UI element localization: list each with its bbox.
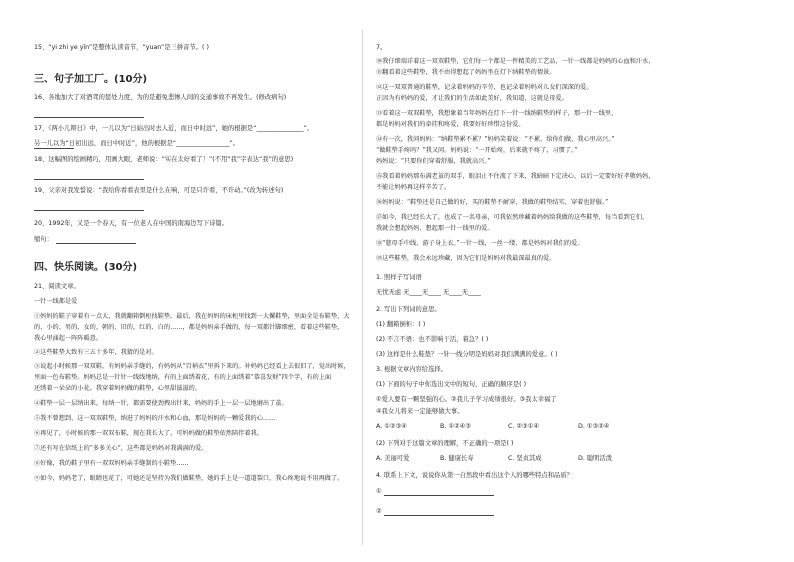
answer-line-4-2[interactable] [384, 515, 494, 516]
reading-question-1: 1. 照样子写词语 [376, 274, 422, 281]
article-para-4: ④鞋垫一层一层纳出来，每纳一针，都需要使劲拽出针来，妈妈的手上一层一层地磨出了茧。 [34, 400, 288, 407]
article-para-11: ⑪翻看着这些鞋垫，我不由得想起了妈妈坐在灯下纳鞋垫的情景。 [376, 69, 556, 76]
article-para-1-end: 我心里涌起一阵阵暖意。 [34, 335, 103, 342]
article-para-15-cont: 不能让妈妈再这样辛苦了。 [376, 184, 451, 191]
article-para-17: ⑰如今，我已经长大了，也成了一名母亲，可我依然珍藏着妈妈给我做的这些鞋垫，每当看到它们， [376, 214, 649, 221]
article-para-7: ⑦还有写在信纸上的“多多关心”，这些都是妈妈对我满满的爱。 [34, 445, 208, 452]
question-20: 20、1992年，又是一个春天，有一位老人在中国的南海边写下诗篇。 [34, 220, 229, 227]
reading-question-1-example: 无忧无虑 无____无____ 无____无____ [376, 289, 481, 296]
option2-b[interactable]: B. 健康长寿 [440, 455, 474, 462]
article-para-1: ①妈妈的鞋子穿着有一点大，我就翻箱倒柜找鞋垫。最后，我在妈妈的床柜里找到一大摞鞋垫，里面全是布鞋垫，大 [34, 313, 350, 320]
article-para-3-cont: 里面一色布鞋垫。妈妈总是一针针一线线地纳，有的上面绣着花，有的上面绣着“恭喜发财”四个字，有的上面 [34, 374, 332, 381]
reading-question-3: 3. 根据文章内容给选择。 [376, 366, 447, 373]
question-20-shrink-label: 缩句： [34, 236, 53, 243]
article-para-16: ⑯妈妈说：“鞋垫还是自己做的好，买的鞋垫不耐穿，我做的鞋垫结实，穿着也舒服。” [376, 199, 609, 206]
article-para-14-end: 妈妈说：“只要你们穿着舒服，我就高兴。” [376, 158, 491, 165]
article-title: 一针一线都是爱 [34, 298, 78, 305]
reading-question-2-item-1: (1) 翻箱倒柜：( ) [376, 321, 426, 328]
answer-line-16[interactable] [34, 117, 144, 118]
article-para-5: ⑤我不曾想到，这一双双鞋垫，纳进了妈妈的汗水和心血，那是妈妈的一颗爱我的心…… [34, 415, 276, 422]
article-para-13: ⑬看着这一双双鞋垫，我想象着当年妈妈在灯下一针一线纳鞋垫的样子，那一针一线里， [376, 110, 618, 117]
article-para-1-cont: 的、小的、男的、女的、朝的、旧的，红的、白的……，都是妈妈亲手做的，每一双都针脚细密，看着这些鞋垫， [34, 324, 344, 331]
article-para-2: ②这些鞋垫大致有三五十多年，我猜的是对。 [34, 349, 158, 356]
article-para-8: ⑧好像，我的鞋子里有一双双妈妈亲手缝制的小鞋垫…… [34, 460, 189, 467]
article-para-14-cont: “做鞋垫手疼吗？”我又问。妈妈说：“一开始疼，后来就不疼了，习惯了。” [376, 147, 578, 154]
question-16: 16、各地加大了对酒驾的惩处力度，为的是避免悲惨人间的交通事故不再发生。(修改病句) [34, 94, 287, 101]
option-a[interactable]: A. ①②③④ [376, 423, 407, 430]
page-continuation-mark: 7。 [376, 44, 387, 51]
question-18: 18、这幅图的绘画精巧，用画大眼，老师说：“实在太好看了！”(不用“我”字表达“我”的意思) [34, 156, 294, 163]
article-para-3: ③说起小时候那一双双鞋，有妈妈亲手缝的，有妈妈从“百衲衣”里拆下来的。补妈妈已经看上去很旧了，觉出时候， [34, 363, 350, 370]
article-para-13-cont: 都是妈妈对我们的牵挂和疼爱，我要好好珍惜这份爱。 [376, 121, 525, 128]
question-15: 15、“yi zhi ye yīn”是整体认读音节，“yuan”是三拼音节。( ) [34, 44, 209, 51]
question-17-second: 另一儿以为“日初出远，而日中时近”，他的根据是“_________________”。 [34, 140, 240, 147]
option-c[interactable]: C. ②③①④ [508, 423, 539, 430]
article-para-12: ⑫这一双双普通的鞋垫，记录着妈妈的辛劳，也记录着妈妈对儿女们深深的爱。 [376, 84, 593, 91]
reading-question-3-sentence-4: ④我女儿将来一定能够做大事。 [376, 408, 464, 415]
option2-c[interactable]: C. 坚贞其成 [508, 455, 542, 462]
article-para-10: ⑩我仔细端详着这一双双鞋垫，它们每一个都是一件精美的工艺品，一针一线都是妈妈的心血和汗水， [376, 58, 655, 65]
answer-marker-2: ② [376, 508, 382, 515]
reading-question-2-item-3: (3) 这样是什么鞋垫？一针一线分明是妈妈对我们满满的爱意。( ) [376, 351, 558, 358]
answer-line-19[interactable] [34, 210, 144, 211]
reading-question-3-sub-1: (1) 下面的句子中你选出文中的短句，正确的顺序是( ) [376, 381, 527, 388]
question-21: 21、阅读文章。 [34, 283, 80, 290]
answer-line-4-1[interactable] [384, 495, 494, 496]
article-para-18: ⑱“慈母手中线，游子身上衣。”一针一线，一丝一缕，都是妈妈对我们的爱。 [376, 240, 584, 247]
reading-question-4: 4. 联系上下文，说说你从第一自然段中看出这个人的哪些特点和品质？ [376, 472, 573, 479]
article-para-19: ⑲这些鞋垫，我会永远珍藏，因为它们是妈妈对我最深最真的爱。 [376, 255, 556, 262]
section-3-title: 三、句子加工厂。(10分) [34, 74, 148, 85]
article-para-14: ⑭有一次，我问妈妈：“纳鞋垫累不累？”妈妈笑着说：“不累，给你们做，我心里高兴。” [376, 136, 615, 143]
reading-question-3-sub-2: (2) 下列对于这篇文章的理解，不正确的一项是( ) [376, 440, 514, 447]
answer-line-18[interactable] [34, 179, 144, 180]
option-b[interactable]: B. ①②④③ [440, 423, 471, 430]
article-para-9: ⑨如今，妈妈老了，眼睛也花了，可她还是坚持为我们做鞋垫，她的手上是一道道裂口，我心疼地说不用再做了。 [34, 475, 344, 482]
question-17: 17、《两小儿辩日》中，一儿以为“日始出时去人近，而日中时远”，她的根据是“_______________”。 [34, 125, 314, 132]
answer-line-20[interactable] [56, 243, 136, 244]
reading-question-2: 2. 写出下列词的意思。 [376, 306, 441, 313]
section-4-title: 四、快乐阅读。(30分) [34, 262, 138, 273]
question-19: 19、父亲对我发誓说：“我给你看看表里是什么在响，可是只许看，不许动。”(改为转述句) [34, 187, 284, 194]
article-para-15: ⑮我看着妈妈那布满老茧的双手，眼泪止不住流了下来，我暗暗下定决心，以后一定要好好孝敬妈妈， [376, 173, 655, 180]
answer-line-17[interactable] [34, 148, 74, 149]
option2-a[interactable]: A. 美丽可爱 [376, 455, 410, 462]
option2-d[interactable]: D. 聪明活泼 [578, 455, 613, 462]
reading-question-2-item-2: (2) 不言不语：也不影响干活，着急？( ) [376, 336, 489, 343]
answer-marker-1: ① [376, 488, 382, 495]
column-divider [362, 30, 363, 545]
article-para-17-cont: 我就会想起妈妈，想起那一针一线里的爱。 [376, 225, 494, 232]
article-para-6: ⑥再见了，小时候的那一双双布鞋，现在我长大了，可妈妈做的鞋垫依然陪伴着我。 [34, 430, 263, 437]
reading-question-3-sentences: ①爱人要有一颗坚强的心。②我儿子学习成绩很好。③我太幸福了 [376, 396, 557, 403]
option-d[interactable]: D. ①③②④ [578, 423, 610, 430]
article-para-12-cont: 正因为有妈妈的爱，才让我们的生活如此美好，我知道，这就是母爱。 [376, 95, 568, 102]
article-para-3-end: 还绣着一朵朵的小花。我穿着妈妈做的鞋垫，心里甜滋滋的。 [34, 385, 202, 392]
